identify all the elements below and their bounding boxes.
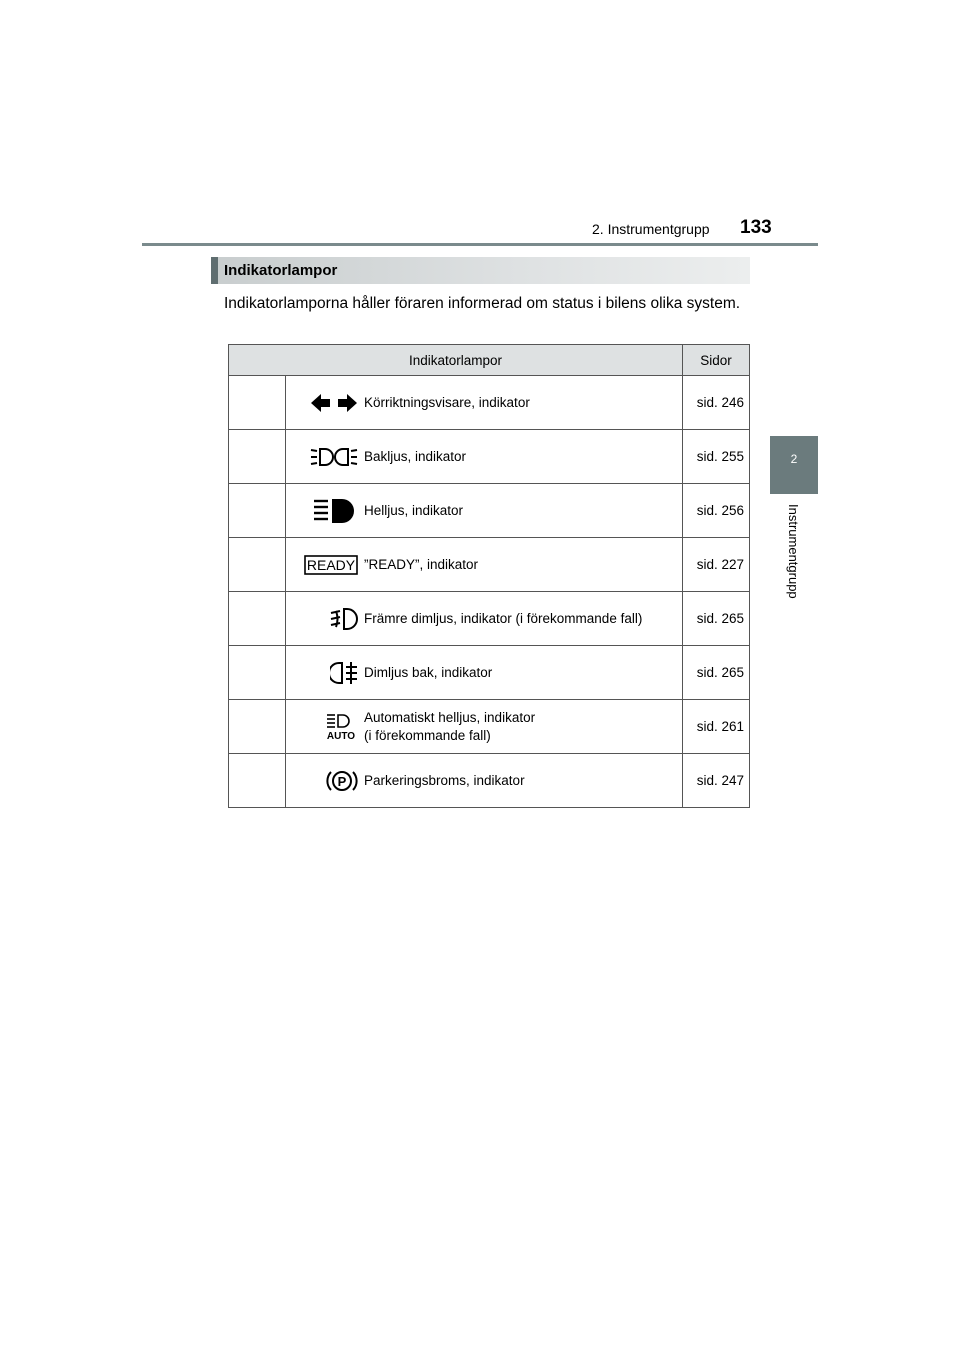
empty-cell [229, 538, 286, 592]
description-cell: Körriktningsvisare, indikator [360, 376, 683, 430]
icon-cell [286, 484, 361, 538]
empty-cell [229, 430, 286, 484]
section-heading-accent [211, 257, 218, 284]
high-beam-icon [312, 497, 358, 525]
page-ref[interactable]: sid. 261 [683, 700, 750, 754]
page-ref[interactable]: sid. 246 [683, 376, 750, 430]
page-ref[interactable]: sid. 247 [683, 754, 750, 808]
table-row [229, 538, 750, 592]
chapter-number: 2 [790, 452, 798, 466]
front-fog-icon [330, 605, 358, 633]
ready-icon-text: READY [306, 556, 356, 573]
icon-cell [286, 538, 361, 592]
icon-cell [286, 700, 361, 754]
intro-paragraph: Indikatorlamporna håller föraren informerad om status i bilens olika system. [224, 295, 741, 312]
icon-cell [286, 592, 361, 646]
description-cell: Parkeringsbroms, indikator [360, 754, 683, 808]
table-row [229, 430, 750, 484]
empty-cell [229, 484, 286, 538]
description-line-2: (i förekommande fall) [364, 727, 491, 743]
description-cell: ”READY”, indikator [360, 538, 683, 592]
empty-cell [229, 376, 286, 430]
turn-signal-icon [310, 392, 358, 414]
page-number: 133 [740, 217, 772, 238]
description-cell: Dimljus bak, indikator [360, 646, 683, 700]
table-row [229, 592, 750, 646]
auto-icon-text: AUTO [326, 730, 356, 741]
empty-cell [229, 754, 286, 808]
rear-fog-icon [330, 659, 358, 687]
description-cell: Helljus, indikator [360, 484, 683, 538]
header-section-title: 2. Instrumentgrupp [592, 221, 710, 237]
table-row [229, 484, 750, 538]
header-pages: Sidor [683, 345, 750, 376]
table-row [229, 700, 750, 754]
header-rule [142, 243, 818, 246]
description-cell: Bakljus, indikator [360, 430, 683, 484]
table-row [229, 376, 750, 430]
icon-cell [286, 430, 361, 484]
ready-icon [304, 555, 358, 575]
icon-cell [286, 376, 361, 430]
page-ref[interactable]: sid. 255 [683, 430, 750, 484]
page-ref[interactable]: sid. 265 [683, 646, 750, 700]
icon-cell [286, 646, 361, 700]
page-ref[interactable]: sid. 256 [683, 484, 750, 538]
parking-icon-text: P [337, 773, 347, 789]
table-row [229, 646, 750, 700]
empty-cell [229, 700, 286, 754]
description-cell: Främre dimljus, indikator (i förekommande fall) [360, 592, 683, 646]
tail-light-icon [310, 445, 358, 469]
parking-brake-icon [326, 767, 358, 795]
indicator-table [228, 344, 750, 808]
empty-cell [229, 592, 286, 646]
chapter-label: Instrumentgrupp [786, 504, 801, 599]
page-ref[interactable]: sid. 227 [683, 538, 750, 592]
icon-cell [286, 754, 361, 808]
page-ref[interactable]: sid. 265 [683, 592, 750, 646]
description-line-1: Automatiskt helljus, indikator [364, 709, 536, 725]
table-header-row [229, 345, 750, 376]
table-row [229, 754, 750, 808]
description-cell [360, 700, 683, 754]
auto-high-beam-icon [324, 713, 358, 741]
section-title: Indikatorlampor [224, 262, 338, 279]
header-indicators: Indikatorlampor [229, 345, 683, 376]
empty-cell [229, 646, 286, 700]
